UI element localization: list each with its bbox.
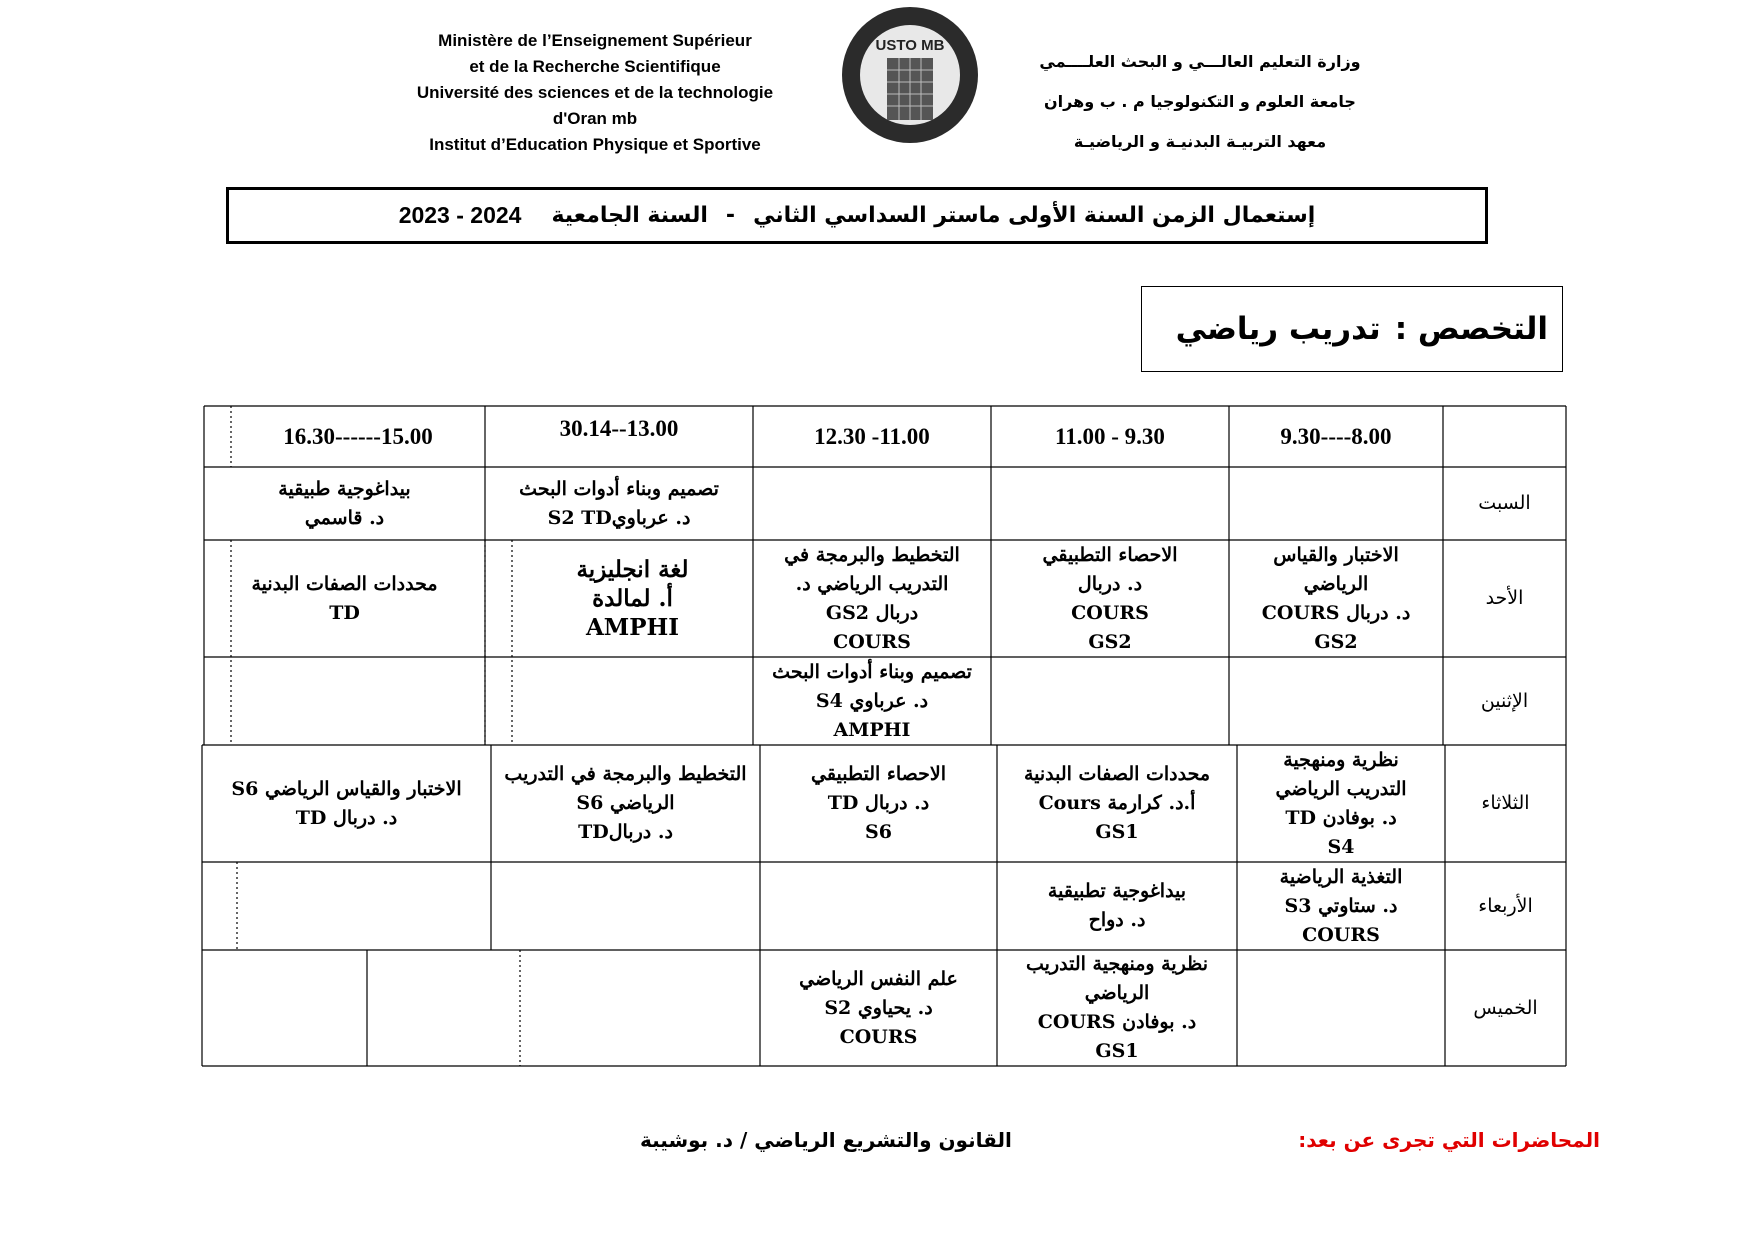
specialty-label: التخصص : — [1394, 311, 1548, 347]
course-line: بيداغوجية تطبيقية — [1047, 880, 1187, 902]
course-cell — [204, 540, 485, 657]
course-line: S6 — [865, 821, 892, 843]
course-line: TD — [329, 601, 360, 624]
course-cell — [202, 745, 491, 862]
header-fr-line: Ministère de l’Enseignement Supérieur — [438, 31, 752, 50]
course-line: محددات الصفات البدنية — [251, 572, 438, 595]
course-line: د. عرباوي S4 — [815, 689, 929, 712]
time-slot-5: 16.30------15.00 — [283, 424, 433, 449]
course-cell — [204, 467, 485, 540]
course-line: د. عرباويS2 TD — [547, 506, 691, 529]
course-line: د. بوفادن TD — [1285, 806, 1397, 829]
course-line: الاحصاء التطبيقي — [1042, 543, 1178, 566]
course-line: الاختبار والقياس الرياضي S6 — [231, 777, 462, 800]
course-line: تصميم وبناء أدوات البحث — [519, 477, 719, 500]
course-line: التدريب الرياضي د. — [795, 572, 949, 595]
course-line: GS1 — [1095, 1040, 1139, 1062]
course-line: محددات الصفات البدنية — [1023, 763, 1211, 785]
course-line: نظرية ومنهجية التدريب — [1026, 953, 1208, 975]
course-line: GS1 — [1095, 821, 1139, 843]
course-line: د. قاسمي — [304, 506, 385, 529]
course-cell — [512, 540, 753, 657]
course-line: الاحصاء التطبيقي — [811, 763, 946, 785]
course-line: أ. لمالدة — [592, 585, 673, 612]
course-line: د. دربال TD — [295, 806, 398, 829]
header-ar-line: معهد التربيـة البدنيـة و الرياضيـة — [1073, 132, 1327, 151]
course-line: بيداغوجية طبيقية — [278, 477, 411, 500]
course-line: التدريب الرياضي — [1275, 777, 1407, 800]
header-fr-line: d'Oran mb — [552, 109, 638, 128]
course-cell — [997, 950, 1237, 1066]
day-monday: الإثنين — [1480, 689, 1529, 712]
course-line: التخطيط والبرمجة في — [784, 543, 960, 566]
course-line: COURS — [1071, 601, 1149, 624]
header-fr-line: Université des sciences et de la technologie — [416, 83, 774, 102]
header-fr-line: Institut d’Education Physique et Sportive — [429, 135, 761, 154]
remote-lectures-text: القانون والتشريع الرياضي / د. بوشيبة — [640, 1128, 1012, 1152]
course-line: GS2 — [1088, 630, 1132, 653]
course-line: GS2 — [1314, 630, 1358, 653]
course-cell — [491, 745, 760, 862]
course-line: S4 — [1327, 835, 1355, 858]
course-cell — [997, 745, 1237, 862]
course-line: د. دواح — [1088, 909, 1146, 931]
header-ar-line: وزارة التعليم العالـــي و البحث العلــــمي — [1039, 52, 1361, 71]
course-line: الرياضي — [1303, 572, 1369, 595]
course-cell — [991, 540, 1229, 657]
course-line: د. ستاوتي S3 — [1284, 894, 1398, 917]
course-line: COURS — [833, 630, 911, 653]
title-year-label: السنة الجامعية — [551, 203, 708, 228]
course-cell — [760, 745, 997, 862]
title-dash: - — [725, 203, 736, 228]
corner-cell — [1443, 406, 1566, 467]
course-cell — [1237, 745, 1445, 862]
course-line: التخطيط والبرمجة في التدريب — [504, 763, 747, 785]
course-cell — [1229, 540, 1443, 657]
header-fr-line: et de la Recherche Scientifique — [469, 57, 721, 76]
course-cell — [753, 540, 991, 657]
remote-lectures-label: المحاضرات التي تجرى عن بعد: — [1298, 1128, 1600, 1152]
course-line: AMPHI — [833, 718, 911, 741]
course-line: د. دربالTD — [578, 821, 673, 843]
specialty-value: تدريب رياضي — [1175, 311, 1381, 347]
time-slot-1: 9.30----8.00 — [1280, 424, 1392, 449]
course-line: د. دربال COURS — [1261, 601, 1411, 624]
course-cell — [760, 950, 997, 1066]
course-line: تصميم وبناء أدوات البحث — [772, 660, 972, 683]
course-line: لغة انجليزية — [576, 556, 689, 583]
day-wednesday: الأربعاء — [1478, 894, 1533, 917]
course-cell — [1237, 862, 1445, 950]
course-cell — [997, 862, 1237, 950]
logo-text: USTO MB — [875, 37, 945, 54]
course-line: نظرية ومنهجية — [1283, 748, 1399, 771]
course-line: الاختبار والقياس — [1273, 543, 1399, 566]
course-line: التغذية الرياضية — [1279, 865, 1403, 888]
course-line: COURS — [839, 1025, 918, 1048]
time-slot-3: 12.30 -11.00 — [814, 424, 930, 449]
course-line: علم النفس الرياضي — [799, 967, 958, 990]
time-slot-2: 11.00 - 9.30 — [1055, 424, 1165, 449]
course-line: الرياضي — [1084, 982, 1150, 1004]
course-line: أ.د. كرارمة Cours — [1038, 792, 1196, 814]
course-line: د. بوفادن COURS — [1037, 1011, 1197, 1033]
day-sunday: الأحد — [1485, 587, 1524, 609]
title-year: 2023 - 2024 — [398, 202, 522, 228]
day-thursday: الخميس — [1473, 996, 1538, 1019]
course-line: د. دربال TD — [827, 792, 930, 814]
course-line: الرياضي S6 — [576, 792, 675, 814]
course-line: COURS — [1302, 923, 1380, 946]
day-tuesday: الثلاثاء — [1481, 792, 1530, 814]
course-line: د. يحياوي S2 — [824, 996, 933, 1019]
course-line: د. دربال — [1077, 572, 1143, 595]
header-ar-line: جامعة العلوم و التكنولوجيا م . ب وهران — [1044, 92, 1356, 111]
day-saturday: السبت — [1478, 492, 1531, 514]
course-line: دربال GS2 — [825, 601, 919, 624]
time-slot-4: 30.14--13.00 — [559, 415, 679, 441]
course-line: AMPHI — [585, 614, 680, 641]
course-cell — [753, 657, 991, 745]
course-cell — [485, 467, 753, 540]
title-main: إستعمال الزمن السنة الأولى ماستر السداسي الثاني — [753, 203, 1316, 228]
